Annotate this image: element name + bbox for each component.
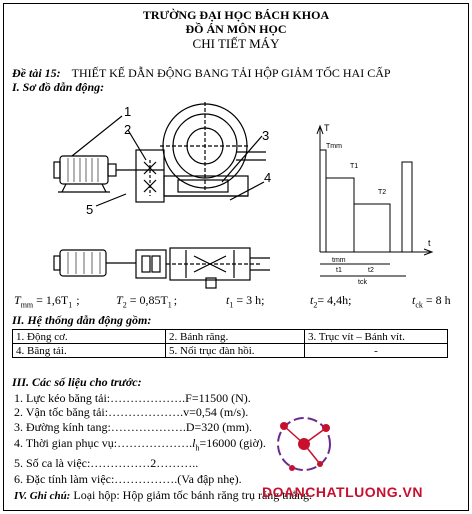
watermark-logo-icon — [262, 408, 346, 480]
callout-1: 1 — [124, 104, 132, 119]
graph-label-t2: T2 — [378, 189, 387, 196]
data-item-load-character: 6. Đặc tính làm việc:…………….(Va đập nhẹ). — [14, 472, 242, 486]
callout-3: 3 — [262, 128, 270, 143]
graph-label-t1-time: t1 — [336, 267, 342, 274]
drive-system-table — [12, 329, 448, 358]
graph-label-tmm-time: tmm — [332, 257, 346, 264]
table-cell: 4. Băng tải. — [13, 344, 166, 358]
load-time-graph — [306, 122, 446, 288]
table-row — [13, 344, 448, 358]
topic-line — [12, 66, 391, 81]
motor-top — [60, 156, 108, 184]
table-cell: 5. Nối trục đàn hồi. — [166, 344, 305, 358]
formula-tmm: $T_{mm} = 1,6T_1$ ; — [14, 293, 80, 310]
data-item-speed: 2. Vận tốc băng tải:……………….v=0,54 (m/s). — [14, 405, 249, 419]
section3-heading: III. Các số liệu cho trước: — [12, 375, 142, 389]
data-item-diameter: 3. Đường kính tang:……………….D=320 (mm). — [14, 420, 252, 434]
formula-t2: $T_2 = 0,85T_1$ ; — [116, 293, 178, 310]
table-cell: 2. Bánh răng. — [166, 330, 305, 344]
course-title: ĐỒ ÁN MÔN HỌC — [185, 22, 287, 36]
topic-label: Đề tài 15: — [12, 66, 61, 80]
graph-label-tck: tck — [358, 279, 367, 286]
table-row — [13, 330, 448, 344]
data-item-force: 1. Lực kéo băng tải:……………….F=11500 (N). — [14, 391, 251, 405]
drive-schematic-diagram — [10, 100, 310, 292]
section2-heading: II. Hệ thống dẫn động gồm: — [12, 313, 152, 327]
graph-y-axis: T — [324, 123, 330, 133]
graph-x-axis: t — [428, 238, 431, 248]
section1-heading: I. Sơ đồ dẫn động: — [12, 80, 105, 94]
formula-t1-time: $t_1 = 3$ h; — [226, 293, 265, 310]
table-cell: 1. Động cơ. — [13, 330, 166, 344]
table-cell: - — [305, 344, 448, 358]
table-cell: 3. Trục vít – Bánh vít. — [305, 330, 448, 344]
subject-title: CHI TIẾT MÁY — [192, 36, 280, 51]
graph-label-tmm: Tmm — [326, 143, 342, 150]
note-text: Loại hộp: Hộp giảm tốc bánh răng trụ răng thẳng. — [73, 488, 312, 502]
data-item-service-life: 4. Thời gian phục $vụ:\dots\dots\dots\dots\dots\dots.l_h=16000$ (giờ). — [14, 436, 266, 453]
graph-label-t2-time: t2 — [368, 267, 374, 274]
topic-title: THIẾT KẾ DẪN ĐỘNG BANG TẢI HỘP GIẢM TỐC HAI CẤP — [71, 66, 391, 80]
callout-2: 2 — [124, 122, 132, 137]
data-item-shifts: 5. Số ca là việc:……………2……….. — [14, 456, 199, 470]
watermark-text: DOANCHATLUONG.VN — [262, 484, 423, 500]
formula-t2-time: $t_2= 4,4h$; — [310, 293, 352, 310]
callout-5: 5 — [86, 202, 94, 217]
callout-4: 4 — [264, 170, 272, 185]
formula-tck: $t_{ck} = 8$ h — [412, 293, 451, 310]
note-label: IV. Ghi chú: — [14, 490, 71, 502]
university-title: TRƯỜNG ĐẠI HỌC BÁCH KHOA — [142, 8, 330, 22]
graph-label-t1: T1 — [350, 163, 359, 170]
